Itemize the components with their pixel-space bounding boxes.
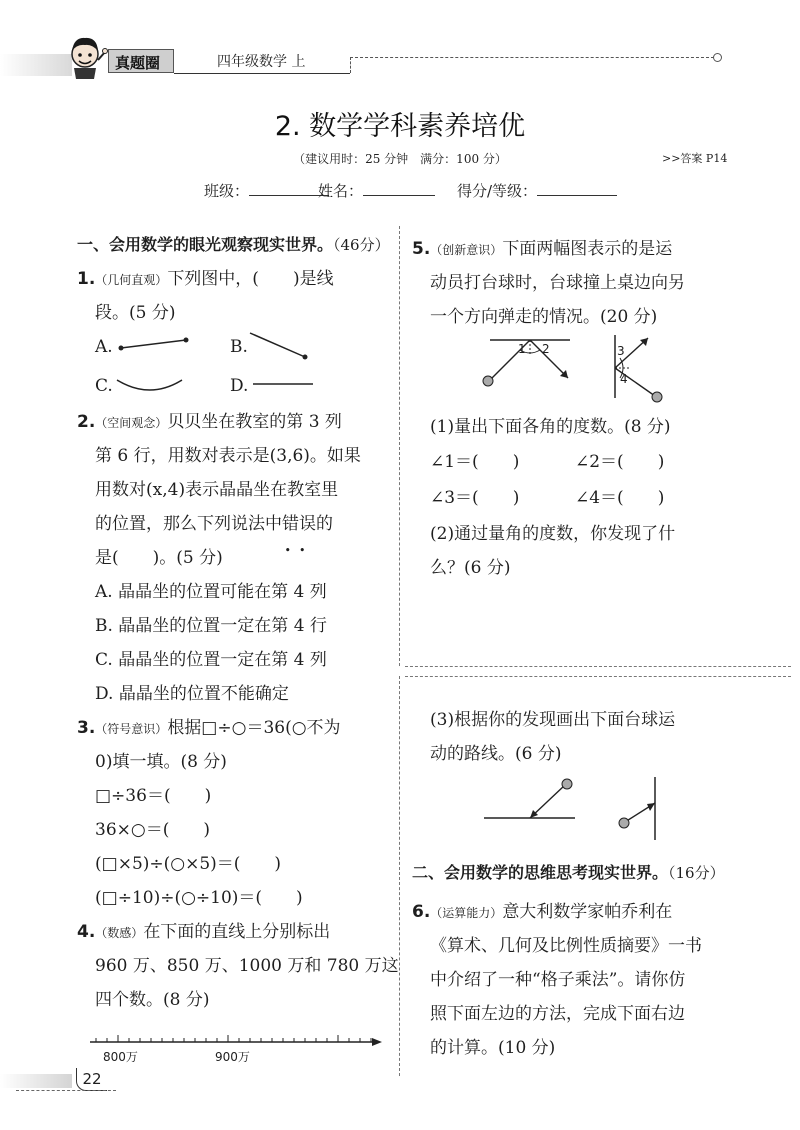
fig-angle-2: 2 bbox=[542, 342, 550, 356]
q1-line1: 下列图中，( )是线 bbox=[167, 269, 334, 289]
q2-number: 2. bbox=[77, 412, 96, 432]
q5-part2-line2: 么？(6 分) bbox=[430, 558, 511, 578]
q1-tag: （几何直观） bbox=[95, 273, 168, 287]
name-label: 姓名： bbox=[318, 182, 364, 200]
q3-eq2[interactable]: 36×○＝( ) bbox=[95, 820, 210, 840]
q1-option-d[interactable]: D. bbox=[230, 376, 249, 396]
q6-line4: 照下面左边的方法，完成下面右边 bbox=[430, 1004, 685, 1024]
q4-line1: 在下面的直线上分别标出 bbox=[143, 922, 331, 942]
question-3 bbox=[77, 711, 387, 746]
q1-option-c[interactable]: C. bbox=[95, 376, 113, 396]
fig-angle-1: 1 bbox=[518, 342, 526, 356]
footer-dashed-line bbox=[16, 1090, 116, 1091]
figure-c-curve bbox=[117, 380, 182, 390]
fig-angle-3: 3 bbox=[617, 344, 625, 358]
q5-number: 5. bbox=[412, 239, 431, 259]
draw-path-figures[interactable] bbox=[480, 775, 670, 845]
q5-angle1[interactable]: ∠1＝( ) bbox=[430, 452, 520, 472]
number-line-arrow bbox=[372, 1038, 382, 1046]
q2-tag: （空间观念） bbox=[95, 416, 168, 430]
q6-tag: （运算能力） bbox=[430, 906, 503, 920]
right-mid-box-top bbox=[405, 676, 791, 677]
q1-number: 1. bbox=[77, 269, 96, 289]
figure-b-ray bbox=[250, 333, 308, 360]
q6-line3: 中介绍了一种“格子乘法”。请你仿 bbox=[430, 970, 686, 990]
q5-part3-line2: 动的路线。(6 分) bbox=[430, 744, 562, 764]
q1-figures bbox=[0, 0, 400, 420]
right-top-box-bottom bbox=[405, 666, 791, 667]
q2-option-d[interactable]: D. 晶晶坐的位置不能确定 bbox=[95, 684, 289, 704]
header-dashed-line bbox=[350, 57, 714, 58]
q5-line2: 动员打台球时，台球撞上桌边向另 bbox=[430, 273, 685, 293]
answer-ref: >>答案 P14 bbox=[662, 152, 728, 165]
time-score-meta: （建议用时：25 分钟 满分：100 分） bbox=[293, 152, 507, 166]
question-2 bbox=[77, 405, 387, 440]
fig-angle-4: 4 bbox=[620, 372, 628, 386]
brand-label: 真题圈 bbox=[115, 54, 161, 72]
q5-part2-line1: (2)通过量角的度数，你发现了什 bbox=[430, 524, 676, 544]
q5-line1: 下面两幅图表示的是运 bbox=[502, 239, 673, 259]
q4-tag: （数感） bbox=[95, 926, 144, 940]
question-6 bbox=[412, 895, 792, 930]
q2-line4a: 的位置，那么下列说法中 bbox=[95, 514, 282, 534]
question-4 bbox=[77, 915, 387, 950]
billiard-figures bbox=[470, 330, 670, 410]
q4-line3: 四个数。(8 分) bbox=[95, 990, 210, 1010]
q2-line4 bbox=[95, 507, 333, 557]
q2-emphasis: 错误 •• bbox=[282, 514, 316, 557]
q2-line1: 贝贝坐在教室的第 3 列 bbox=[167, 412, 342, 432]
q1-line2: 段。(5 分) bbox=[95, 303, 176, 323]
q5-angle2[interactable]: ∠2＝( ) bbox=[575, 452, 665, 472]
q5-tag: （创新意识） bbox=[430, 243, 503, 257]
q3-eq3[interactable]: (□×5)÷(○×5)＝( ) bbox=[95, 854, 282, 874]
q2-option-b[interactable]: B. 晶晶坐的位置一定在第 4 行 bbox=[95, 616, 327, 636]
question-5 bbox=[412, 232, 792, 267]
page-number: 22 bbox=[76, 1068, 107, 1091]
header-end-circle bbox=[713, 53, 722, 62]
number-line-label-900: 900万 bbox=[215, 1050, 250, 1064]
q5-line3: 一个方向弹走的情况。(20 分) bbox=[430, 307, 658, 327]
column-divider-bottom bbox=[399, 676, 400, 1076]
q4-line2: 960 万、850 万、1000 万和 780 万这 bbox=[95, 956, 399, 976]
q3-number: 3. bbox=[77, 718, 96, 738]
footer-fade bbox=[0, 1074, 72, 1088]
score-field[interactable] bbox=[457, 180, 617, 201]
section2-score: （16分） bbox=[668, 864, 725, 882]
q5-part1: (1)量出下面各角的度数。(8 分) bbox=[430, 417, 671, 437]
q4-number: 4. bbox=[77, 922, 96, 942]
score-label: 得分/等级： bbox=[457, 182, 538, 200]
q2-line3: 用数对(x,4)表示晶晶坐在教室里 bbox=[95, 480, 339, 500]
q3-line2: 0)填一填。(8 分) bbox=[95, 752, 227, 772]
q2-option-a[interactable]: A. 晶晶坐的位置可能在第 4 列 bbox=[95, 582, 327, 602]
section1-title: 一、会用数学的眼光观察现实世界。 bbox=[77, 235, 334, 254]
q5-angle3[interactable]: ∠3＝( ) bbox=[430, 488, 520, 508]
q3-line1: 根据□÷○＝36(○不为 bbox=[167, 718, 341, 738]
q5-angle4[interactable]: ∠4＝( ) bbox=[575, 488, 665, 508]
q1-option-a[interactable]: A. bbox=[95, 337, 113, 357]
q3-eq4[interactable]: (□÷10)÷(○÷10)＝( ) bbox=[95, 888, 303, 908]
page-title: 2. 数学学科素养培优 bbox=[274, 111, 526, 142]
q3-tag: （符号意识） bbox=[95, 722, 168, 736]
q6-line5: 的计算。(10 分) bbox=[430, 1038, 556, 1058]
q6-line1: 意大利数学家帕乔利在 bbox=[502, 902, 673, 922]
q2-line2: 第 6 行，用数对表示是(3,6)。如果 bbox=[95, 446, 361, 466]
subject-label: 四年级数学 上 bbox=[217, 54, 306, 70]
q5-part3-line1: (3)根据你的发现画出下面台球运 bbox=[430, 710, 676, 730]
section1-score: （46分） bbox=[333, 236, 390, 254]
q6-line2: 《算术、几何及比例性质摘要》一书 bbox=[430, 936, 702, 956]
q2-option-c[interactable]: C. 晶晶坐的位置一定在第 4 列 bbox=[95, 650, 327, 670]
q1-option-b[interactable]: B. bbox=[230, 337, 248, 357]
number-line-label-800: 800万 bbox=[103, 1050, 138, 1064]
q6-number: 6. bbox=[412, 902, 431, 922]
figure-a-segment bbox=[119, 338, 189, 351]
section2-heading bbox=[412, 860, 725, 883]
class-label: 班级： bbox=[204, 182, 250, 200]
q3-eq1[interactable]: □÷36＝( ) bbox=[95, 786, 212, 806]
q2-line4c: 的 bbox=[316, 514, 333, 534]
section2-title: 二、会用数学的思维思考现实世界。 bbox=[412, 863, 669, 882]
q2-line5: 是( )。(5 分) bbox=[95, 548, 223, 568]
